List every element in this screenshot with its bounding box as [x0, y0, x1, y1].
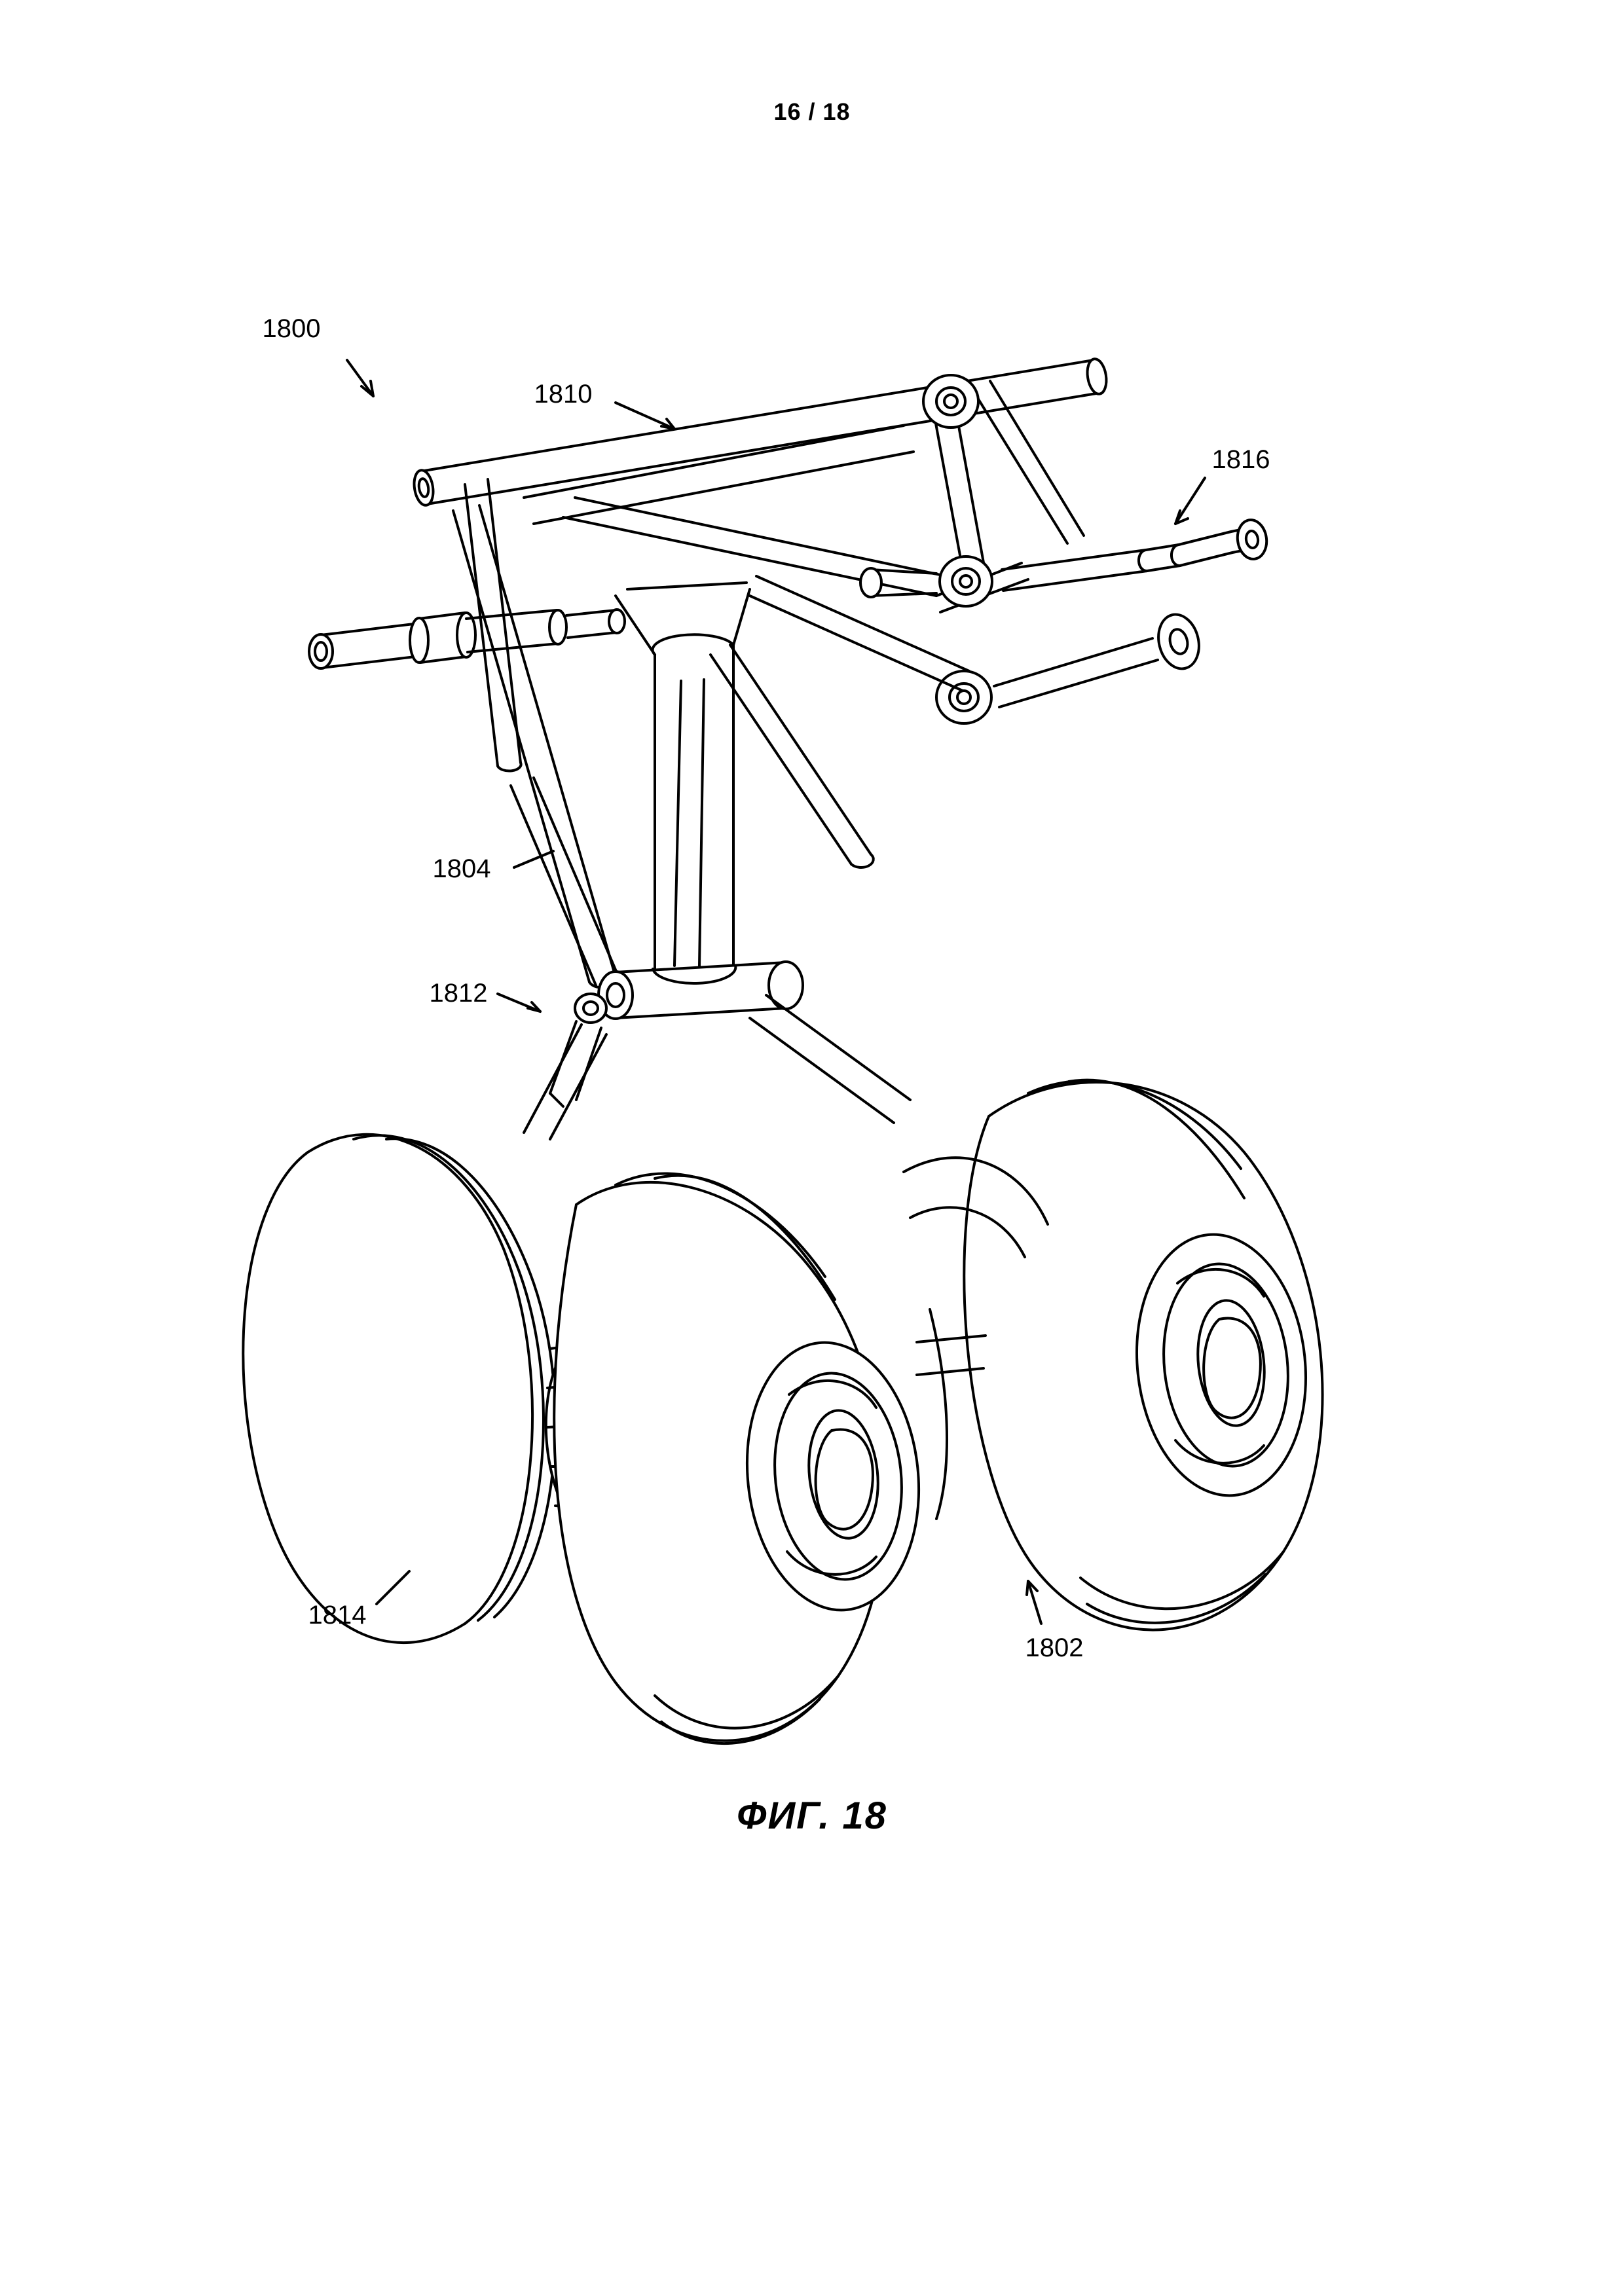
ref-numeral-1812: 1812 [429, 979, 488, 1008]
ref-numeral-1800: 1800 [262, 314, 321, 343]
figure-caption: ФИГ. 18 [737, 1795, 887, 1837]
page-number: 16 / 18 [773, 98, 851, 125]
figure-drawing [157, 216, 1519, 1800]
ref-numeral-1804: 1804 [432, 854, 491, 883]
ref-numeral-1814: 1814 [308, 1601, 367, 1630]
ref-numeral-1810: 1810 [534, 380, 593, 409]
ref-numeral-1802: 1802 [1025, 1633, 1084, 1662]
ref-numeral-1816: 1816 [1211, 445, 1270, 474]
